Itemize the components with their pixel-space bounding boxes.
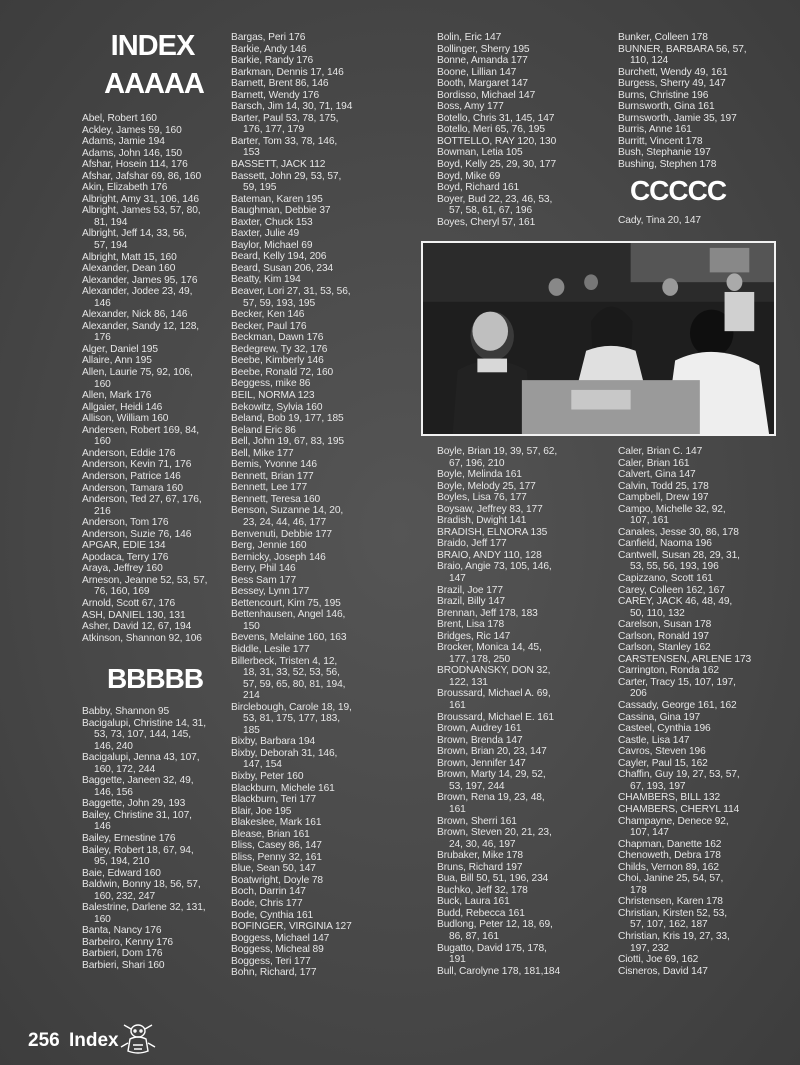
index-entry: Abel, Robert 160 bbox=[82, 113, 157, 124]
index-entry: Bacigalupi, Christine 14, 31, bbox=[82, 717, 206, 729]
index-entry: Bemis, Yvonne 146 bbox=[231, 459, 317, 471]
index-entry: Beebe, Kimberly 146 bbox=[231, 355, 324, 367]
index-entry: Boyle, Melinda 161 bbox=[437, 469, 522, 481]
index-entry: Boatwright, Doyle 78 bbox=[231, 874, 324, 886]
index-entry: Benson, Suzanne 14, 20, bbox=[231, 505, 344, 517]
index-entry-continuation: 18, 31, 33, 52, 53, 56, bbox=[243, 667, 340, 679]
index-entry: Bradish, Dwight 141 bbox=[437, 515, 527, 527]
index-entry-continuation: 53, 55, 56, 193, 196 bbox=[630, 561, 719, 573]
index-entry: Allen, Mark 176 bbox=[82, 390, 152, 402]
index-entry: Balestrine, Darlene 32, 131, bbox=[82, 902, 206, 914]
index-entry: Biddle, Lesile 177 bbox=[231, 643, 310, 655]
index-entry-continuation: 57, 59, 193, 195 bbox=[243, 297, 316, 309]
index-entry: Canfield, Naoma 196 bbox=[618, 538, 712, 550]
index-entry: Bell, John 19, 67, 83, 195 bbox=[231, 436, 344, 448]
index-entry: Christensen, Karen 178 bbox=[618, 896, 723, 908]
index-entry: Bruns, Richard 197 bbox=[437, 861, 523, 873]
index-entry: Boggess, Micheal 89 bbox=[231, 944, 324, 956]
index-entry: Barsch, Jim 14, 30, 71, 194 bbox=[231, 101, 353, 113]
index-entry: Barbieri, Shari 160 bbox=[82, 960, 165, 972]
index-entry: Allgaier, Heidi 146 bbox=[82, 401, 163, 413]
index-entry: Becker, Ken 146 bbox=[231, 309, 305, 321]
index-entry: Apodaca, Terry 176 bbox=[82, 551, 169, 563]
index-entry: Bode, Cynthia 161 bbox=[231, 909, 314, 921]
index-entry: Beard, Susan 206, 234 bbox=[231, 262, 334, 274]
index-entry: Bell, Mike 177 bbox=[231, 447, 294, 459]
index-entry: BRADISH, ELNORA 135 bbox=[437, 526, 548, 538]
index-entry: Campo, Michelle 32, 92, bbox=[618, 503, 726, 515]
index-entry: Beggess, mike 86 bbox=[231, 378, 311, 390]
index-entry: Arnold, Scott 67, 176 bbox=[82, 597, 176, 609]
index-entry: Brent, Lisa 178 bbox=[437, 619, 505, 631]
index-entry: Albright, Jeff 14, 33, 56, bbox=[82, 228, 187, 240]
index-entry: Baldwin, Bonny 18, 56, 57, bbox=[82, 879, 201, 891]
index-entry: Baughman, Debbie 37 bbox=[231, 205, 331, 217]
index-entry-continuation: 176, 177, 179 bbox=[243, 124, 305, 136]
index-entry: Adams, John 146, 150 bbox=[82, 147, 182, 159]
index-entry: Bettencourt, Kim 75, 195 bbox=[231, 597, 341, 609]
index-entry: Bonne, Amanda 177 bbox=[437, 55, 528, 67]
index-entry-continuation: 107, 147 bbox=[630, 827, 669, 839]
index-entry-continuation: 160 bbox=[94, 913, 111, 925]
index-entry-continuation: 146, 240 bbox=[94, 740, 133, 752]
index-entry: Albright, Matt 15, 160 bbox=[82, 251, 177, 263]
index-entry: Boggess, Michael 147 bbox=[231, 932, 330, 944]
index-entry: Blue, Sean 50, 147 bbox=[231, 863, 316, 875]
index-entry: Bernicky, Joseph 146 bbox=[231, 551, 326, 563]
index-entry-continuation: 53, 81, 175, 177, 183, bbox=[243, 713, 340, 725]
index-entry: Barbeiro, Kenny 176 bbox=[82, 936, 173, 948]
index-entry: Anderson, Kevin 71, 176 bbox=[82, 459, 192, 471]
index-entry-continuation: 197, 232 bbox=[630, 942, 669, 954]
index-entry: Bull, Carolyne 178, 181,184 bbox=[437, 965, 561, 977]
index-entry: Barbieri, Dom 176 bbox=[82, 948, 163, 960]
index-entry: Boyer, Bud 22, 23, 46, 53, bbox=[437, 193, 553, 205]
index-entry-continuation: 57, 58, 61, 67, 196 bbox=[449, 205, 533, 217]
index-entry: Beland, Bob 19, 177, 185 bbox=[231, 413, 344, 425]
index-entry: Bettenhausen, Angel 146, bbox=[231, 609, 346, 621]
index-entry: Barnett, Brent 86, 146 bbox=[231, 78, 329, 90]
index-entry: Anderson, Tamara 160 bbox=[82, 482, 183, 494]
index-entry: Brown, Brian 20, 23, 147 bbox=[437, 746, 547, 758]
index-entry: Barkie, Randy 176 bbox=[231, 55, 314, 67]
index-entry: Cady, Tina 20, 147 bbox=[618, 215, 701, 226]
index-entry: APGAR, EDIE 134 bbox=[82, 540, 166, 552]
index-entry: Baie, Edward 160 bbox=[82, 867, 161, 879]
index-entry: Bateman, Karen 195 bbox=[231, 193, 323, 205]
index-entry: Carrington, Ronda 162 bbox=[618, 665, 719, 677]
index-entry: Boone, Lillian 147 bbox=[437, 66, 517, 78]
index-entry: ASH, DANIEL 130, 131 bbox=[82, 609, 186, 621]
index-entry: Bailey, Robert 18, 67, 94, bbox=[82, 844, 194, 856]
index-column-b-lower bbox=[437, 446, 607, 977]
index-entry: Anderson, Ted 27, 67, 176, bbox=[82, 494, 202, 506]
index-entry: Castle, Lisa 147 bbox=[618, 734, 690, 746]
index-entry: Carlson, Ronald 197 bbox=[618, 630, 709, 642]
index-entry: Cassina, Gina 197 bbox=[618, 711, 701, 723]
index-entry: Botello, Meri 65, 76, 195 bbox=[437, 124, 545, 136]
index-entry: BOFINGER, VIRGINIA 127 bbox=[231, 921, 352, 933]
index-entry: Bohn, Richard, 177 bbox=[231, 967, 317, 979]
index-entry: Barnett, Wendy 176 bbox=[231, 89, 320, 101]
index-entry: Budlong, Peter 12, 18, 69, bbox=[437, 919, 553, 931]
section-heading-a: AAAAA bbox=[104, 68, 204, 100]
index-entry: Bliss, Casey 86, 147 bbox=[231, 840, 322, 852]
index-entry-continuation: 122, 131 bbox=[449, 676, 488, 688]
index-entry: Burritt, Vincent 178 bbox=[618, 135, 703, 147]
index-entry: Caler, Brian 161 bbox=[618, 457, 690, 469]
index-entry: Burnsworth, Gina 161 bbox=[618, 101, 715, 113]
index-entry: Baxter, Julie 49 bbox=[231, 228, 300, 240]
page-footer bbox=[28, 1030, 123, 1052]
index-entry: Allen, Laurie 75, 92, 106, bbox=[82, 367, 193, 379]
index-entry: Bushing, Stephen 178 bbox=[618, 159, 717, 171]
index-entry: Bekowitz, Sylvia 160 bbox=[231, 401, 323, 413]
index-entry: Adams, Jamie 194 bbox=[82, 136, 165, 148]
index-entry: Boyle, Melody 25, 177 bbox=[437, 480, 536, 492]
index-entry: Boyd, Kelly 25, 29, 30, 177 bbox=[437, 159, 557, 171]
index-entry: Burris, Anne 161 bbox=[618, 124, 692, 136]
index-entry-continuation: 107, 161 bbox=[630, 515, 669, 527]
index-entry: Billerbeck, Tristen 4, 12, bbox=[231, 655, 338, 667]
index-entry-continuation: 160, 172, 244 bbox=[94, 763, 156, 775]
index-entry: Ciotti, Joe 69, 162 bbox=[618, 954, 699, 966]
index-entry-continuation: 147, 154 bbox=[243, 759, 282, 771]
index-entry: Arneson, Jeanne 52, 53, 57, bbox=[82, 574, 208, 586]
index-entry-continuation: 59, 195 bbox=[243, 182, 277, 194]
index-entry: Cassady, George 161, 162 bbox=[618, 700, 737, 712]
index-entry-continuation: 50, 110, 132 bbox=[630, 607, 685, 619]
index-entry: Botello, Chris 31, 145, 147 bbox=[437, 112, 555, 124]
index-entry: Cayler, Paul 15, 162 bbox=[618, 757, 708, 769]
index-entry: Boggess, Teri 177 bbox=[231, 955, 311, 967]
index-entry: Cantwell, Susan 28, 29, 31, bbox=[618, 549, 740, 561]
index-entry: Beard, Kelly 194, 206 bbox=[231, 251, 327, 263]
index-column-b-upper bbox=[437, 32, 607, 228]
index-entry: Boyle, Brian 19, 39, 57, 62, bbox=[437, 446, 558, 457]
footer-label: Index bbox=[68, 1030, 119, 1051]
index-entry: Alexander, James 95, 176 bbox=[82, 274, 198, 286]
index-entry: Bode, Chris 177 bbox=[231, 898, 303, 910]
index-entry: Bua, Bill 50, 51, 196, 234 bbox=[437, 873, 549, 885]
index-entry-continuation: 191 bbox=[449, 954, 466, 966]
index-entry: Berg, Jennie 160 bbox=[231, 540, 307, 552]
index-entry: Bolin, Eric 147 bbox=[437, 32, 502, 43]
index-entry: Buck, Laura 161 bbox=[437, 896, 510, 908]
index-entry: Bugatto, David 175, 178, bbox=[437, 942, 547, 954]
index-entry: Bennett, Teresa 160 bbox=[231, 493, 321, 505]
index-entry: Cavros, Steven 196 bbox=[618, 746, 706, 758]
index-entry: Babby, Shannon 95 bbox=[82, 706, 170, 717]
index-entry: Banta, Nancy 176 bbox=[82, 925, 162, 937]
index-entry: Araya, Jeffrey 160 bbox=[82, 563, 163, 575]
index-entry-continuation: 206 bbox=[630, 688, 647, 700]
mascot-icon bbox=[118, 1021, 158, 1057]
index-entry: Bowman, Letia 105 bbox=[437, 147, 523, 159]
index-entry: Broussard, Michael A. 69, bbox=[437, 688, 551, 700]
index-entry: Alexander, Sandy 12, 128, bbox=[82, 320, 200, 332]
index-entry: Benvenuti, Debbie 177 bbox=[231, 528, 332, 540]
section-heading-c: CCCCC bbox=[629, 175, 727, 206]
index-entry: Barkman, Dennis 17, 146 bbox=[231, 66, 344, 78]
index-entry-continuation: 67, 193, 197 bbox=[630, 780, 686, 792]
index-entry: Barter, Tom 33, 78, 146, bbox=[231, 135, 338, 147]
index-entry: Bennett, Lee 177 bbox=[231, 482, 308, 494]
index-entry: Anderson, Eddie 176 bbox=[82, 447, 176, 459]
index-entry: Burchett, Wendy 49, 161 bbox=[618, 66, 728, 78]
index-entry: Becker, Paul 176 bbox=[231, 320, 307, 332]
index-entry: Braido, Jeff 177 bbox=[437, 538, 507, 550]
index-entry: Birclebough, Carole 18, 19, bbox=[231, 701, 352, 713]
section-heading-b: BBBBB bbox=[106, 663, 204, 694]
index-entry-continuation: 160 bbox=[94, 378, 111, 390]
index-entry: Broussard, Michael E. 161 bbox=[437, 711, 554, 723]
index-entry: Blackburn, Michele 161 bbox=[231, 782, 335, 794]
index-entry: Booth, Margaret 147 bbox=[437, 78, 528, 90]
index-entry-continuation: 176 bbox=[94, 332, 111, 344]
index-entry-continuation: 57, 107, 162, 187 bbox=[630, 919, 708, 931]
index-entry: Christian, Kris 19, 27, 33, bbox=[618, 930, 730, 942]
index-entry: Christian, Kirsten 52, 53, bbox=[618, 907, 727, 919]
index-entry: Brazil, Billy 147 bbox=[437, 596, 505, 608]
index-entry: CHAMBERS, CHERYL 114 bbox=[618, 803, 740, 815]
index-column-c-start bbox=[618, 215, 788, 227]
index-entry: Brocker, Monica 14, 45, bbox=[437, 642, 542, 654]
index-entry: Bacigalupi, Jenna 43, 107, bbox=[82, 752, 200, 764]
index-entry: Bixby, Barbara 194 bbox=[231, 736, 316, 748]
index-entry-continuation: 147 bbox=[449, 573, 466, 585]
index-entry: Berry, Phil 146 bbox=[231, 563, 296, 575]
index-entry: Beland Eric 86 bbox=[231, 424, 296, 436]
index-entry: Boyd, Mike 69 bbox=[437, 170, 501, 182]
index-entry: BOTTELLO, RAY 120, 130 bbox=[437, 135, 557, 147]
index-entry-continuation: 146, 156 bbox=[94, 786, 133, 798]
index-entry-continuation: 214 bbox=[243, 690, 260, 702]
index-entry-continuation: 95, 194, 210 bbox=[94, 856, 150, 868]
index-entry: BRAIO, ANDY 110, 128 bbox=[437, 549, 542, 561]
index-entry: Burns, Christine 196 bbox=[618, 89, 709, 101]
index-entry: BEIL, NORMA 123 bbox=[231, 389, 315, 401]
index-entry: Alger, Daniel 195 bbox=[82, 343, 158, 355]
index-column-b-end bbox=[618, 32, 788, 171]
index-entry: Bassett, John 29, 53, 57, bbox=[231, 170, 342, 182]
index-entry: Bordisso, Michael 147 bbox=[437, 89, 536, 101]
index-entry: Barkie, Andy 146 bbox=[231, 43, 307, 55]
index-entry-continuation: 53, 73, 107, 144, 145, bbox=[94, 729, 191, 741]
index-entry: Bailey, Christine 31, 107, bbox=[82, 809, 192, 821]
index-entry: Bunker, Colleen 178 bbox=[618, 32, 708, 43]
index-entry: Bessey, Lynn 177 bbox=[231, 586, 310, 598]
index-entry: Afshar, Jafshar 69, 86, 160 bbox=[82, 170, 202, 182]
index-entry: BASSETT, JACK 112 bbox=[231, 159, 326, 171]
index-entry: Barter, Paul 53, 78, 175, bbox=[231, 112, 339, 124]
index-entry: Atkinson, Shannon 92, 106 bbox=[82, 632, 202, 644]
cafeteria-photo-image bbox=[423, 243, 774, 434]
index-entry: Burgess, Sherry 49, 147 bbox=[618, 78, 726, 90]
index-column-c-lower bbox=[618, 446, 788, 977]
index-entry: Childs, Vernon 89, 162 bbox=[618, 861, 719, 873]
index-entry: Choi, Janine 25, 54, 57, bbox=[618, 873, 724, 885]
index-entry: Chaffin, Guy 19, 27, 53, 57, bbox=[618, 769, 740, 781]
index-entry: Bedegrew, Ty 32, 176 bbox=[231, 343, 328, 355]
index-entry-continuation: 146 bbox=[94, 297, 111, 309]
index-entry-continuation: 53, 197, 244 bbox=[449, 780, 505, 792]
index-entry: Beebe, Ronald 72, 160 bbox=[231, 366, 334, 378]
index-entry: Brown, Rena 19, 23, 48, bbox=[437, 792, 545, 804]
index-entry: Bevens, Melaine 160, 163 bbox=[231, 632, 347, 644]
index-entry: Braio, Angie 73, 105, 146, bbox=[437, 561, 552, 573]
index-entry: Brown, Brenda 147 bbox=[437, 734, 523, 746]
page-number: 256 bbox=[28, 1030, 60, 1051]
index-entry: Alexander, Nick 86, 146 bbox=[82, 309, 188, 321]
index-entry: Cisneros, David 147 bbox=[618, 965, 708, 977]
index-entry: Casteel, Cynthia 196 bbox=[618, 723, 711, 735]
index-entry: Boysaw, Jeffrey 83, 177 bbox=[437, 503, 543, 515]
index-entry: Boss, Amy 177 bbox=[437, 101, 504, 113]
index-entry: Afshar, Hosein 114, 176 bbox=[82, 159, 188, 171]
index-entry-continuation: 23, 24, 44, 46, 177 bbox=[243, 516, 327, 528]
index-entry-continuation: 67, 196, 210 bbox=[449, 457, 505, 469]
index-entry-continuation: 161 bbox=[449, 700, 466, 712]
index-entry: Brown, Marty 14, 29, 52, bbox=[437, 769, 546, 781]
index-entry-continuation: 160 bbox=[94, 436, 111, 448]
index-entry-continuation: 178 bbox=[630, 884, 647, 896]
index-entry: Bargas, Peri 176 bbox=[231, 32, 306, 43]
index-entry: Chenoweth, Debra 178 bbox=[618, 850, 721, 862]
index-entry: Bliss, Penny 32, 161 bbox=[231, 851, 322, 863]
index-entry-continuation: 24, 30, 46, 197 bbox=[449, 838, 516, 850]
index-entry: Brennan, Jeff 178, 183 bbox=[437, 607, 538, 619]
index-entry: Carelson, Susan 178 bbox=[618, 619, 712, 631]
index-entry: Bridges, Ric 147 bbox=[437, 630, 511, 642]
index-entry: Blease, Brian 161 bbox=[231, 828, 310, 840]
index-entry: Ackley, James 59, 160 bbox=[82, 124, 182, 136]
index-entry: Boyles, Lisa 76, 177 bbox=[437, 492, 527, 504]
index-entry-continuation: 177, 178, 250 bbox=[449, 653, 511, 665]
index-entry: Carlson, Stanley 162 bbox=[618, 642, 711, 654]
index-entry: Blakeslee, Mark 161 bbox=[231, 817, 322, 829]
index-entry: Boch, Darrin 147 bbox=[231, 886, 306, 898]
index-entry: Carey, Colleen 162, 167 bbox=[618, 584, 725, 596]
index-entry: Bixby, Peter 160 bbox=[231, 771, 304, 782]
index-title: INDEX bbox=[110, 30, 195, 62]
index-entry-continuation: 146 bbox=[94, 821, 111, 833]
index-entry: Canales, Jesse 30, 86, 178 bbox=[618, 526, 739, 538]
index-entry: Albright, Amy 31, 106, 146 bbox=[82, 193, 199, 205]
index-entry: Calvert, Gina 147 bbox=[618, 469, 696, 481]
index-entry: Albright, James 53, 57, 80, bbox=[82, 205, 201, 217]
index-entry: Asher, David 12, 67, 194 bbox=[82, 621, 192, 633]
index-entry: Bollinger, Sherry 195 bbox=[437, 43, 530, 55]
index-entry: Baxter, Chuck 153 bbox=[231, 216, 313, 228]
index-entry-continuation: 150 bbox=[243, 620, 260, 632]
index-entry: Bailey, Ernestine 176 bbox=[82, 833, 176, 845]
index-entry-continuation: 153 bbox=[243, 147, 260, 159]
index-entry: Allaire, Ann 195 bbox=[82, 355, 152, 367]
index-entry: Beckman, Dawn 176 bbox=[231, 332, 324, 344]
index-entry: Blair, Joe 195 bbox=[231, 805, 292, 817]
index-entry-continuation: 86, 87, 161 bbox=[449, 930, 499, 942]
index-entry: Anderson, Suzie 76, 146 bbox=[82, 528, 192, 540]
index-column-a bbox=[82, 113, 222, 644]
index-entry: Bixby, Deborah 31, 146, bbox=[231, 747, 338, 759]
index-entry-continuation: 216 bbox=[94, 505, 111, 517]
index-entry: Brown, Jennifer 147 bbox=[437, 757, 526, 769]
index-entry: Andersen, Robert 169, 84, bbox=[82, 424, 199, 436]
index-entry: Brazil, Joe 177 bbox=[437, 584, 503, 596]
index-entry: CARSTENSEN, ARLENE 173 bbox=[618, 653, 752, 665]
index-entry: Burnsworth, Jamie 35, 197 bbox=[618, 112, 737, 124]
index-entry-continuation: 185 bbox=[243, 724, 260, 736]
index-entry: Baggette, John 29, 193 bbox=[82, 798, 186, 810]
index-entry-continuation: 81, 194 bbox=[94, 216, 128, 228]
index-entry: Bennett, Brian 177 bbox=[231, 470, 314, 482]
index-entry: Boyes, Cheryl 57, 161 bbox=[437, 216, 536, 228]
index-entry: Alexander, Dean 160 bbox=[82, 263, 176, 275]
index-entry-continuation: 160, 232, 247 bbox=[94, 890, 156, 902]
index-entry: Brown, Audrey 161 bbox=[437, 723, 522, 735]
index-entry: Brown, Steven 20, 21, 23, bbox=[437, 827, 552, 839]
index-entry: CAREY, JACK 46, 48, 49, bbox=[618, 596, 733, 608]
index-entry: Brown, Sherri 161 bbox=[437, 815, 517, 827]
index-entry: Chapman, Danette 162 bbox=[618, 838, 722, 850]
index-entry-continuation: 57, 59, 65, 80, 81, 194, bbox=[243, 678, 346, 690]
index-entry-continuation: 110, 124 bbox=[630, 55, 669, 67]
index-entry: BUNNER, BARBARA 56, 57, bbox=[618, 43, 747, 55]
cafeteria-photo bbox=[421, 241, 776, 436]
index-entry: Beaver, Lori 27, 31, 53, 56, bbox=[231, 286, 351, 298]
index-entry: Budd, Rebecca 161 bbox=[437, 907, 525, 919]
index-entry: Capizzano, Scott 161 bbox=[618, 573, 713, 585]
index-entry: Bess Sam 177 bbox=[231, 574, 297, 586]
index-entry-continuation: 57, 194 bbox=[94, 240, 128, 252]
index-entry: Beatty, Kim 194 bbox=[231, 274, 301, 286]
index-column-b-middle bbox=[231, 32, 411, 979]
index-entry-continuation: 76, 160, 169 bbox=[94, 586, 150, 598]
index-entry: Caler, Brian C. 147 bbox=[618, 446, 703, 457]
index-entry: Baylor, Michael 69 bbox=[231, 239, 313, 251]
index-entry: Champayne, Denece 92, bbox=[618, 815, 729, 827]
index-entry: Akin, Elizabeth 176 bbox=[82, 182, 168, 194]
index-entry: Alexander, Jodee 23, 49, bbox=[82, 286, 193, 298]
index-column-b-start bbox=[82, 706, 227, 972]
index-entry: Bush, Stephanie 197 bbox=[618, 147, 711, 159]
index-entry: BRODNANSKY, DON 32, bbox=[437, 665, 551, 677]
index-entry: Calvin, Todd 25, 178 bbox=[618, 480, 709, 492]
index-entry: CHAMBERS, BILL 132 bbox=[618, 792, 721, 804]
index-entry: Buchko, Jeff 32, 178 bbox=[437, 884, 528, 896]
index-entry: Anderson, Patrice 146 bbox=[82, 470, 181, 482]
index-entry: Brubaker, Mike 178 bbox=[437, 850, 523, 862]
index-entry: Carter, Tracy 15, 107, 197, bbox=[618, 676, 736, 688]
index-entry: Blackburn, Teri 177 bbox=[231, 794, 317, 806]
index-entry-continuation: 161 bbox=[449, 803, 466, 815]
index-entry: Baggette, Janeen 32, 49, bbox=[82, 775, 194, 787]
index-entry: Allison, William 160 bbox=[82, 413, 169, 425]
index-entry: Anderson, Tom 176 bbox=[82, 517, 169, 529]
index-entry: Boyd, Richard 161 bbox=[437, 182, 520, 194]
index-entry: Campbell, Drew 197 bbox=[618, 492, 709, 504]
